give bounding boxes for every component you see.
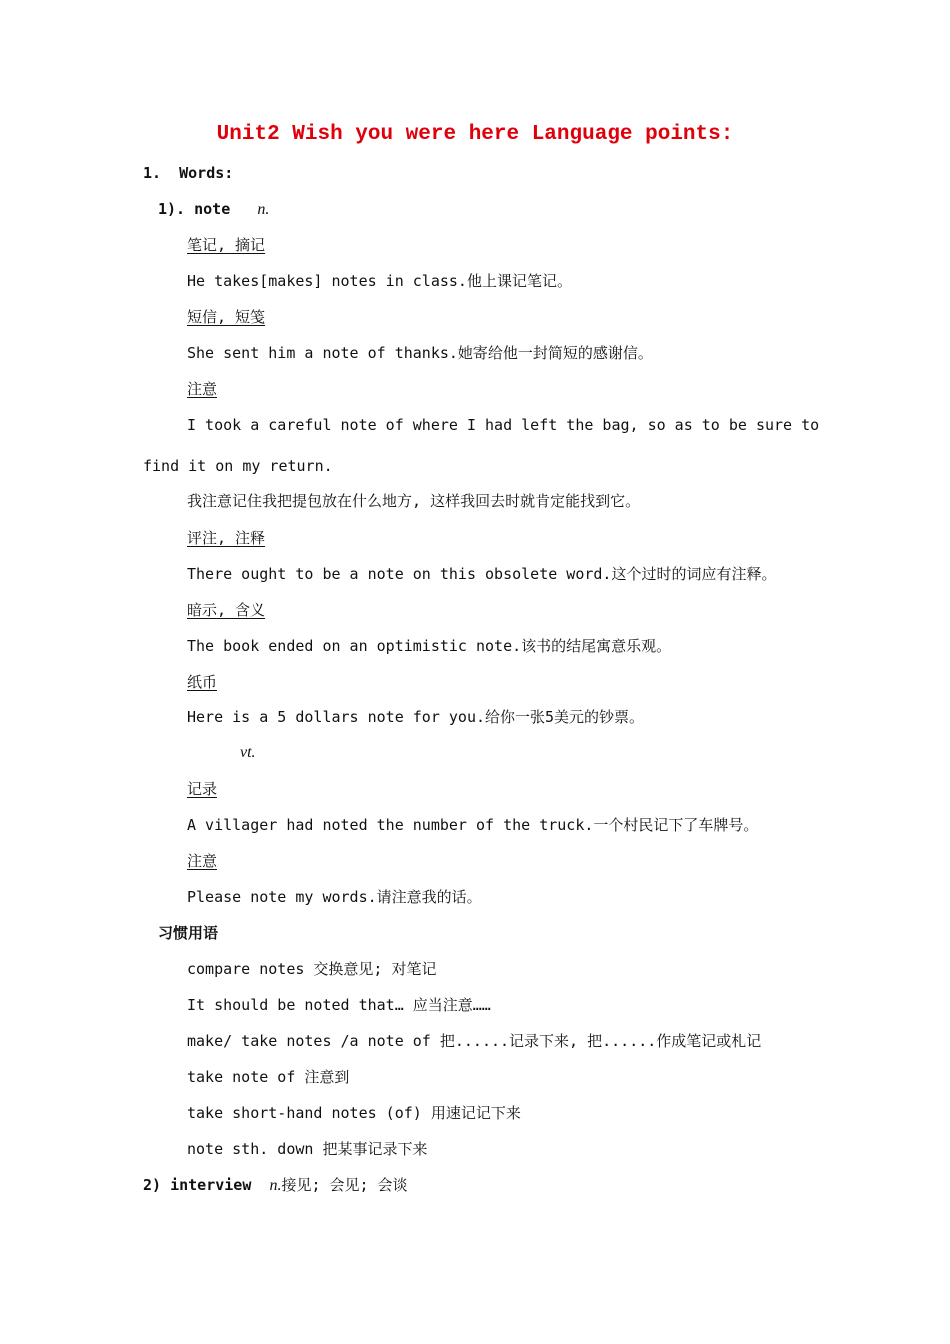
section-number: 1. bbox=[143, 164, 162, 182]
section-heading bbox=[143, 163, 233, 183]
document-title: Unit2 Wish you were here Language points: bbox=[216, 123, 734, 146]
headword: interview bbox=[170, 1176, 252, 1194]
word-number: 1). bbox=[158, 200, 186, 218]
idiom-item: compare notes 交换意见; 对笔记 bbox=[187, 960, 437, 978]
sense-label: 暗示, 含义 bbox=[187, 601, 266, 619]
idioms-heading: 习惯用语 bbox=[158, 924, 219, 942]
example-sentence: A villager had noted the number of the truck.一个村民记下了车牌号。 bbox=[187, 816, 759, 834]
idiom-item: take short-hand notes (of) 用速记记下来 bbox=[187, 1104, 521, 1122]
idiom-item: note sth. down 把某事记录下来 bbox=[187, 1140, 428, 1158]
sense-label: 评注, 注释 bbox=[187, 529, 266, 547]
example-sentence-continued: find it on my return. bbox=[143, 457, 333, 475]
example-sentence: The book ended on an optimistic note.该书的结尾寓意乐观。 bbox=[187, 637, 672, 655]
example-sentence: There ought to be a note on this obsolete word.这个过时的词应有注释。 bbox=[187, 565, 777, 583]
example-sentence: She sent him a note of thanks.她寄给他一封简短的感谢信。 bbox=[187, 344, 653, 362]
headword: note bbox=[194, 200, 231, 218]
example-sentence: He takes[makes] notes in class.他上课记笔记。 bbox=[187, 272, 572, 290]
example-sentence: I took a careful note of where I had left the bag, so as to be sure to bbox=[187, 416, 820, 434]
example-sentence: Please note my words.请注意我的话。 bbox=[187, 888, 482, 906]
sense-label: 记录 bbox=[187, 780, 218, 798]
sense-label: 注意 bbox=[187, 852, 218, 870]
idiom-item: make/ take notes /a note of 把......记录下来, 把......作成笔记或札记 bbox=[187, 1032, 762, 1050]
example-sentence: Here is a 5 dollars note for you.给你一张5美元的钞票。 bbox=[187, 708, 645, 726]
idiom-item: take note of 注意到 bbox=[187, 1068, 350, 1086]
sense-label: 短信, 短笺 bbox=[187, 308, 266, 326]
word-entry-interview bbox=[143, 1175, 408, 1196]
sense-label: 纸币 bbox=[187, 673, 218, 691]
part-of-speech: n. bbox=[257, 201, 270, 218]
word-entry-note bbox=[158, 199, 269, 220]
word-number: 2) bbox=[143, 1176, 162, 1194]
sense-label: 笔记, 摘记 bbox=[187, 236, 266, 254]
part-of-speech: n. bbox=[269, 1177, 282, 1194]
section-label: Words: bbox=[179, 164, 234, 182]
sense-label: 注意 bbox=[187, 380, 218, 398]
word-meaning: 接见; 会见; 会谈 bbox=[281, 1176, 408, 1194]
example-translation: 我注意记住我把提包放在什么地方, 这样我回去时就肯定能找到它。 bbox=[187, 492, 641, 510]
part-of-speech: vt. bbox=[240, 744, 256, 761]
idiom-item: It should be noted that… 应当注意…… bbox=[187, 996, 491, 1014]
